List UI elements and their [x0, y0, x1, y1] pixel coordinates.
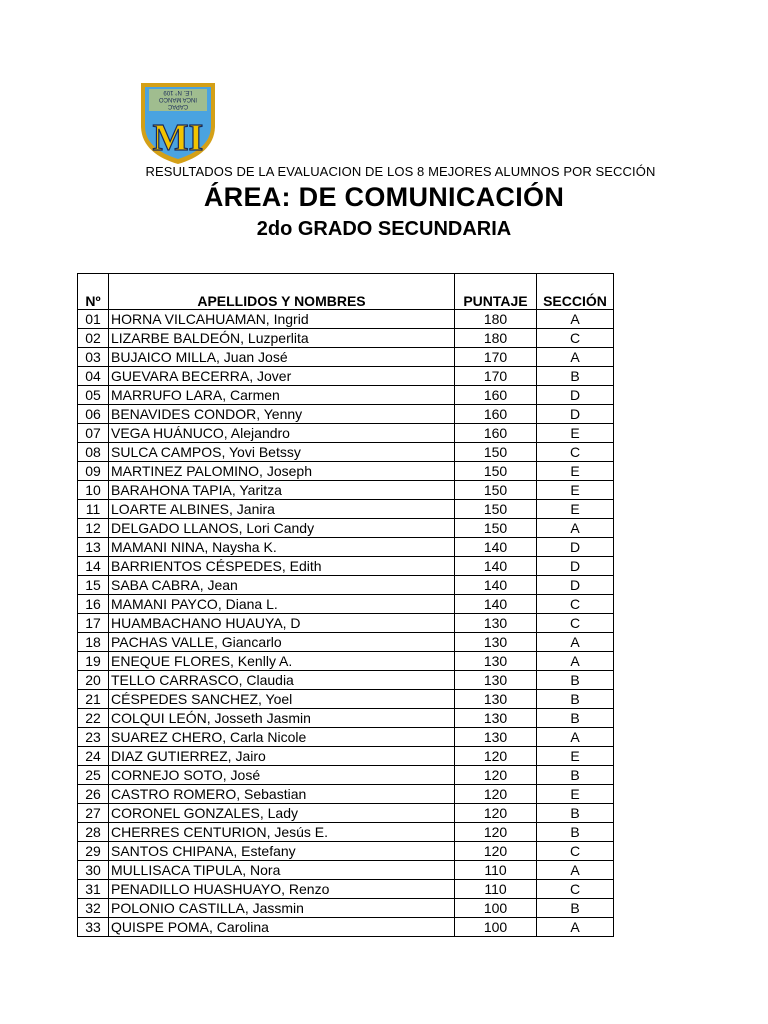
table-row — [78, 500, 614, 519]
row-number-cell: 20 — [78, 671, 109, 690]
table-row — [78, 671, 614, 690]
student-name-cell: SULCA CAMPOS, Yovi Betssy — [109, 443, 455, 462]
score-cell: 140 — [455, 557, 537, 576]
student-name-cell: HUAMBACHANO HUAUYA, D — [109, 614, 455, 633]
row-number-cell: 25 — [78, 766, 109, 785]
table-row — [78, 652, 614, 671]
student-name-cell: TELLO CARRASCO, Claudia — [109, 671, 455, 690]
table-row — [78, 804, 614, 823]
page-title — [0, 182, 768, 213]
student-name-cell: CASTRO ROMERO, Sebastian — [109, 785, 455, 804]
section-cell: C — [537, 842, 614, 861]
student-name-cell: BARRIENTOS CÉSPEDES, Edith — [109, 557, 455, 576]
crest-monogram: MI — [152, 117, 204, 159]
student-name-cell: GUEVARA BECERRA, Jover — [109, 367, 455, 386]
section-cell: B — [537, 899, 614, 918]
table-row — [78, 709, 614, 728]
score-cell: 170 — [455, 348, 537, 367]
section-cell: A — [537, 918, 614, 937]
row-number-cell: 23 — [78, 728, 109, 747]
section-cell: B — [537, 823, 614, 842]
table-row — [78, 690, 614, 709]
score-cell: 160 — [455, 424, 537, 443]
row-number-cell: 07 — [78, 424, 109, 443]
row-number-cell: 03 — [78, 348, 109, 367]
student-name-cell: LOARTE ALBINES, Janira — [109, 500, 455, 519]
score-cell: 160 — [455, 386, 537, 405]
student-name-cell: CORONEL GONZALES, Lady — [109, 804, 455, 823]
student-name-cell: MARTINEZ PALOMINO, Joseph — [109, 462, 455, 481]
table-row — [78, 424, 614, 443]
table-row — [78, 443, 614, 462]
table-row — [78, 329, 614, 348]
score-cell: 130 — [455, 690, 537, 709]
table-row — [78, 310, 614, 329]
student-name-cell: BARAHONA TAPIA, Yaritza — [109, 481, 455, 500]
section-cell: D — [537, 538, 614, 557]
table-row — [78, 880, 614, 899]
row-number-cell: 09 — [78, 462, 109, 481]
row-number-cell: 16 — [78, 595, 109, 614]
student-name-cell: PENADILLO HUASHUAYO, Renzo — [109, 880, 455, 899]
student-name-cell: MARRUFO LARA, Carmen — [109, 386, 455, 405]
score-cell: 120 — [455, 842, 537, 861]
row-number-cell: 32 — [78, 899, 109, 918]
row-number-cell: 13 — [78, 538, 109, 557]
student-name-cell: VEGA HUÁNUCO, Alejandro — [109, 424, 455, 443]
student-name-cell: DELGADO LLANOS, Lori Candy — [109, 519, 455, 538]
report-subtitle-text: RESULTADOS DE LA EVALUACION DE LOS 8 MEJORES ALUMNOS POR SECCIÓN — [145, 164, 656, 179]
student-name-cell: COLQUI LEÓN, Josseth Jasmin — [109, 709, 455, 728]
section-cell: C — [537, 880, 614, 899]
table-row — [78, 823, 614, 842]
section-cell: E — [537, 462, 614, 481]
page-title-text: ÁREA: DE COMUNICACIÓN — [203, 182, 565, 212]
section-cell: C — [537, 595, 614, 614]
section-cell: E — [537, 500, 614, 519]
score-cell: 160 — [455, 405, 537, 424]
table-row — [78, 405, 614, 424]
table-row — [78, 614, 614, 633]
section-cell: C — [537, 614, 614, 633]
section-cell: C — [537, 329, 614, 348]
score-cell: 130 — [455, 728, 537, 747]
section-cell: B — [537, 766, 614, 785]
student-name-cell: DIAZ GUTIERREZ, Jairo — [109, 747, 455, 766]
table-row — [78, 595, 614, 614]
section-cell: B — [537, 804, 614, 823]
table-row — [78, 842, 614, 861]
student-name-cell: MAMANI NINA, Naysha K. — [109, 538, 455, 557]
score-cell: 120 — [455, 766, 537, 785]
table-row — [78, 481, 614, 500]
row-number-cell: 24 — [78, 747, 109, 766]
row-number-cell: 06 — [78, 405, 109, 424]
score-cell: 120 — [455, 785, 537, 804]
table-row — [78, 557, 614, 576]
section-cell: B — [537, 367, 614, 386]
section-cell: A — [537, 519, 614, 538]
student-name-cell: HORNA VILCAHUAMAN, Ingrid — [109, 310, 455, 329]
score-cell: 130 — [455, 671, 537, 690]
score-cell: 100 — [455, 899, 537, 918]
table-row — [78, 766, 614, 785]
student-name-cell: SABA CABRA, Jean — [109, 576, 455, 595]
row-number-cell: 01 — [78, 310, 109, 329]
student-name-cell: BENAVIDES CONDOR, Yenny — [109, 405, 455, 424]
table-row — [78, 899, 614, 918]
table-row — [78, 538, 614, 557]
student-name-cell: PACHAS VALLE, Giancarlo — [109, 633, 455, 652]
row-number-cell: 21 — [78, 690, 109, 709]
report-subtitle — [0, 164, 768, 179]
score-cell: 140 — [455, 595, 537, 614]
row-number-cell: 05 — [78, 386, 109, 405]
section-cell: A — [537, 348, 614, 367]
section-cell: A — [537, 310, 614, 329]
row-number-cell: 17 — [78, 614, 109, 633]
section-cell: D — [537, 576, 614, 595]
row-number-cell: 30 — [78, 861, 109, 880]
row-number-cell: 27 — [78, 804, 109, 823]
table-row — [78, 348, 614, 367]
score-cell: 130 — [455, 614, 537, 633]
section-cell: B — [537, 709, 614, 728]
score-cell: 150 — [455, 500, 537, 519]
student-name-cell: POLONIO CASTILLA, Jassmin — [109, 899, 455, 918]
column-header-score: PUNTAJE — [455, 274, 537, 310]
row-number-cell: 10 — [78, 481, 109, 500]
student-name-cell: SANTOS CHIPANA, Estefany — [109, 842, 455, 861]
score-cell: 120 — [455, 747, 537, 766]
row-number-cell: 26 — [78, 785, 109, 804]
row-number-cell: 11 — [78, 500, 109, 519]
table-row — [78, 861, 614, 880]
score-cell: 120 — [455, 804, 537, 823]
student-name-cell: MULLISACA TIPULA, Nora — [109, 861, 455, 880]
score-cell: 150 — [455, 443, 537, 462]
table-row — [78, 918, 614, 937]
score-cell: 150 — [455, 481, 537, 500]
row-number-cell: 18 — [78, 633, 109, 652]
school-crest-icon — [137, 80, 219, 166]
section-cell: B — [537, 690, 614, 709]
section-cell: D — [537, 405, 614, 424]
crest-text-mid: INCA MANCO — [158, 96, 198, 102]
row-number-cell: 33 — [78, 918, 109, 937]
section-cell: D — [537, 557, 614, 576]
table-row — [78, 728, 614, 747]
section-cell: C — [537, 443, 614, 462]
score-cell: 140 — [455, 576, 537, 595]
score-cell: 130 — [455, 709, 537, 728]
row-number-cell: 28 — [78, 823, 109, 842]
grade-heading-text: 2do GRADO SECUNDARIA — [256, 218, 512, 240]
score-cell: 130 — [455, 652, 537, 671]
table-row — [78, 462, 614, 481]
section-cell: B — [537, 671, 614, 690]
row-number-cell: 02 — [78, 329, 109, 348]
results-table — [77, 273, 614, 937]
column-header-name: APELLIDOS Y NOMBRES — [109, 274, 455, 310]
score-cell: 150 — [455, 519, 537, 538]
section-cell: A — [537, 728, 614, 747]
row-number-cell: 22 — [78, 709, 109, 728]
section-cell: E — [537, 424, 614, 443]
table-row — [78, 367, 614, 386]
student-name-cell: CÉSPEDES SANCHEZ, Yoel — [109, 690, 455, 709]
score-cell: 120 — [455, 823, 537, 842]
table-header-row — [78, 274, 614, 310]
student-name-cell: QUISPE POMA, Carolina — [109, 918, 455, 937]
row-number-cell: 12 — [78, 519, 109, 538]
row-number-cell: 04 — [78, 367, 109, 386]
section-cell: E — [537, 481, 614, 500]
score-cell: 140 — [455, 538, 537, 557]
table-row — [78, 633, 614, 652]
section-cell: E — [537, 785, 614, 804]
table-row — [78, 386, 614, 405]
crest-text-top: I.E. N° 109 — [163, 89, 193, 95]
student-name-cell: BUJAICO MILLA, Juan José — [109, 348, 455, 367]
section-cell: A — [537, 633, 614, 652]
table-row — [78, 519, 614, 538]
row-number-cell: 08 — [78, 443, 109, 462]
table-row — [78, 747, 614, 766]
score-cell: 170 — [455, 367, 537, 386]
section-cell: D — [537, 386, 614, 405]
row-number-cell: 14 — [78, 557, 109, 576]
student-name-cell: ENEQUE FLORES, Kenlly A. — [109, 652, 455, 671]
grade-heading — [0, 218, 768, 241]
student-name-cell: LIZARBE BALDEÓN, Luzperlita — [109, 329, 455, 348]
section-cell: E — [537, 747, 614, 766]
row-number-cell: 19 — [78, 652, 109, 671]
row-number-cell: 15 — [78, 576, 109, 595]
crest-text-low: CAPAC — [167, 103, 189, 109]
table-row — [78, 785, 614, 804]
student-name-cell: CORNEJO SOTO, José — [109, 766, 455, 785]
score-cell: 180 — [455, 310, 537, 329]
score-cell: 180 — [455, 329, 537, 348]
score-cell: 100 — [455, 918, 537, 937]
table-row — [78, 576, 614, 595]
column-header-number: Nº — [78, 274, 109, 310]
score-cell: 150 — [455, 462, 537, 481]
section-cell: A — [537, 652, 614, 671]
section-cell: A — [537, 861, 614, 880]
score-cell: 110 — [455, 880, 537, 899]
score-cell: 130 — [455, 633, 537, 652]
student-name-cell: MAMANI PAYCO, Diana L. — [109, 595, 455, 614]
column-header-section: SECCIÓN — [537, 274, 614, 310]
student-name-cell: CHERRES CENTURION, Jesús E. — [109, 823, 455, 842]
student-name-cell: SUAREZ CHERO, Carla Nicole — [109, 728, 455, 747]
row-number-cell: 29 — [78, 842, 109, 861]
row-number-cell: 31 — [78, 880, 109, 899]
score-cell: 110 — [455, 861, 537, 880]
